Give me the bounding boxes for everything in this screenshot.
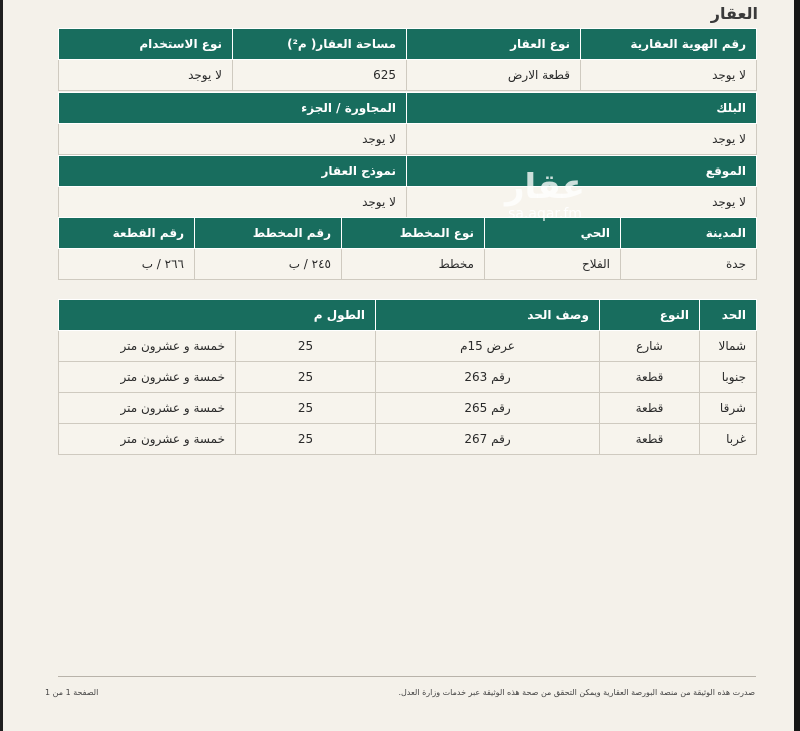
value-property-model: لا يوجد xyxy=(59,187,407,218)
location-table-row xyxy=(59,187,757,218)
value-plan-type: مخطط xyxy=(342,249,485,280)
header-area: مساحة العقار( م²) xyxy=(233,29,407,60)
header-location: الموقع xyxy=(407,156,757,187)
value-area: 625 xyxy=(233,60,407,91)
header-neighborhood-part: المجاورة / الجزء xyxy=(59,93,407,124)
table-row xyxy=(59,424,757,455)
footer-note: صدرت هذه الوثيقة من منصة البورصة العقارية ويمكن التحقق من صحة هذه الوثيقة عبر خدمات وزارة العدل. xyxy=(398,688,755,697)
length-value: 25 xyxy=(236,362,376,393)
header-boundary-type: النوع xyxy=(600,300,700,331)
length-words: خمسة و عشرون متر xyxy=(59,362,236,393)
length-value: 25 xyxy=(236,393,376,424)
header-boundary: الحد xyxy=(700,300,757,331)
boundary-type: شارع xyxy=(600,331,700,362)
boundary-type: قطعة xyxy=(600,362,700,393)
header-property-model: نموذج العقار xyxy=(59,156,407,187)
header-plot-number: رقم القطعة xyxy=(59,218,195,249)
boundary-description: رقم 267 xyxy=(376,424,600,455)
boundary-direction: غربا xyxy=(700,424,757,455)
value-property-id: لا يوجد xyxy=(581,60,757,91)
boundaries-table xyxy=(58,299,757,455)
boundary-description: عرض 15م xyxy=(376,331,600,362)
boundary-direction: شمالا xyxy=(700,331,757,362)
right-edge-shadow xyxy=(794,0,800,731)
boundary-description: رقم 263 xyxy=(376,362,600,393)
header-length: الطول م xyxy=(59,300,376,331)
value-location: لا يوجد xyxy=(407,187,757,218)
boundary-direction: جنوبا xyxy=(700,362,757,393)
footer-divider xyxy=(58,676,756,677)
boundary-description: رقم 265 xyxy=(376,393,600,424)
block-table-row xyxy=(59,124,757,155)
plan-table xyxy=(58,217,757,280)
property-table-row xyxy=(59,60,757,91)
table-row xyxy=(59,362,757,393)
boundary-type: قطعة xyxy=(600,424,700,455)
header-plan-number: رقم المخطط xyxy=(195,218,342,249)
table-row xyxy=(59,331,757,362)
boundary-direction: شرقا xyxy=(700,393,757,424)
header-city: المدينة xyxy=(621,218,757,249)
value-block: لا يوجد xyxy=(407,124,757,155)
value-property-type: قطعة الارض xyxy=(407,60,581,91)
page-number: الصفحة 1 من 1 xyxy=(45,688,99,697)
length-value: 25 xyxy=(236,424,376,455)
value-usage-type: لا يوجد xyxy=(59,60,233,91)
boundary-type: قطعة xyxy=(600,393,700,424)
table-row xyxy=(59,393,757,424)
property-table xyxy=(58,28,757,91)
plan-table-row xyxy=(59,249,757,280)
value-plot-number: ٢٦٦ / ب xyxy=(59,249,195,280)
left-edge-shadow xyxy=(0,0,3,731)
value-district: الفلاح xyxy=(485,249,621,280)
header-usage-type: نوع الاستخدام xyxy=(59,29,233,60)
boundaries-table-header xyxy=(59,300,757,331)
block-table xyxy=(58,92,757,155)
header-plan-type: نوع المخطط xyxy=(342,218,485,249)
length-words: خمسة و عشرون متر xyxy=(59,331,236,362)
value-neighborhood-part: لا يوجد xyxy=(59,124,407,155)
header-property-id: رقم الهوية العقارية xyxy=(581,29,757,60)
section-title: العقار xyxy=(710,4,758,23)
property-table-header xyxy=(59,29,757,60)
location-table xyxy=(58,155,757,218)
header-block: البلك xyxy=(407,93,757,124)
length-words: خمسة و عشرون متر xyxy=(59,393,236,424)
header-boundary-description: وصف الحد xyxy=(376,300,600,331)
header-district: الحي xyxy=(485,218,621,249)
value-city: جدة xyxy=(621,249,757,280)
location-table-header xyxy=(59,156,757,187)
length-value: 25 xyxy=(236,331,376,362)
watermark-url: sa.aqar.fm xyxy=(508,206,582,222)
block-table-header xyxy=(59,93,757,124)
plan-table-header xyxy=(59,218,757,249)
watermark-logo: عقار xyxy=(504,167,586,207)
value-plan-number: ٢٤٥ / ب xyxy=(195,249,342,280)
length-words: خمسة و عشرون متر xyxy=(59,424,236,455)
header-property-type: نوع العقار xyxy=(407,29,581,60)
